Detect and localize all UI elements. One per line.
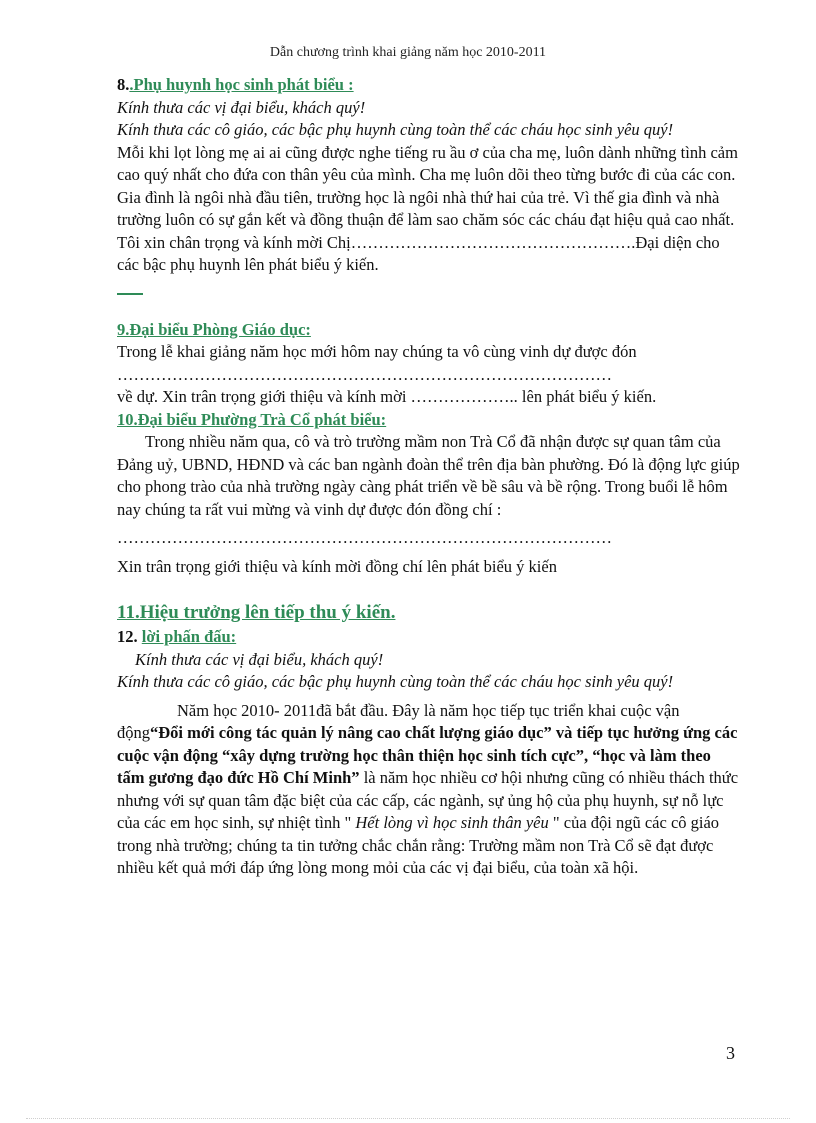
section-10-closing: Xin trân trọng giới thiệu và kính mời đồng chí lên phát biểu ý kiến [117,556,557,576]
section-12-body [117,700,742,880]
page-number: 3 [726,1043,735,1063]
section-8-body: Mỗi khi lọt lòng mẹ ai ai cũng được nghe tiếng ru ầu ơ của cha mẹ, luôn dành những tình cảm cao quý nhất cho đứa con thân yêu của mình. Cha mẹ luôn dõi theo từng bước đi của các con. Gia đình là ngôi nhà đầu tiên, trường học là ngôi nhà thứ hai của trẻ. Vì thế gia đình và nhà trường luôn có sự gắn kết và đồng thuận để làm sao chăm sóc các cháu đạt hiệu quả cao nhất. Tôi xin chân trọng và kính mời Chị…………………………………………….Đại diện cho các bậc phụ huynh lên phát biểu ý kiến. [117,142,738,274]
section-10-dots: ……………………………………………………………………………… [117,528,612,547]
section-12-number: 12. [117,627,142,646]
section-8-greeting-2: Kính thưa các cô giáo, các bậc phụ huynh cùng toàn thể các cháu học sinh yêu quý! [117,120,674,139]
section-12-body-part-e: " của đội ngũ các cô giáo trong nhà trường; chúng ta tin tưởng chắc chắn rằng: Trường mầm non Trà Cổ sẽ đạt được nhiều kết quả mới đáp ứng lòng mong mỏi của các vị đại biểu, của toàn xã hội. [117,813,720,877]
page-header: Dẫn chương trình khai giảng năm học 2010-2011 [269,45,547,60]
section-9-line-1: Trong lễ khai giảng năm học mới hôm nay chúng ta vô cùng vinh dự được đón [117,342,637,361]
section-12-title: lời phấn đấu: [141,627,237,646]
section-12-greeting-1: Kính thưa các vị đại biểu, khách quý! [135,649,384,669]
section-9-title: 9.Đại biểu Phòng Giáo dục: [117,319,311,339]
page-content [117,74,742,880]
section-10-title: 10.Đại biểu Phường Trà Cổ phát biểu: [117,409,387,429]
section-8-title: .Phụ huynh học sinh phát biểu : [129,75,354,94]
section-divider [117,293,143,295]
section-12-heading [117,626,742,649]
section-12-body-bold: “Đổi mới công tác quản lý nâng cao chất lượng giáo dục” và tiếp tục hưởng ứng các cuộc vận động “xây dựng trường học thân thiện học sinh tích cực”, “học và làm theo tấm gương đạo đức Hồ Chí Minh” [117,723,738,787]
section-12-body-part-a: Năm học 2010- 2011đã bắt đầu. Đây là năm học tiếp tục triển khai cuộc vận động [117,700,680,742]
section-11-title: 11.Hiệu trưởng lên tiếp thu ý kiến. [117,602,396,623]
section-12-greeting-2: Kính thưa các cô giáo, các bậc phụ huynh cùng toàn thể các cháu học sinh yêu quý! [117,672,674,691]
section-8-greeting-1: Kính thưa các vị đại biểu, khách quý! [117,97,366,117]
section-9-dots: ……………………………………………………………………………… [117,364,612,384]
section-8-number: 8. [117,75,130,94]
page-bottom-edge [26,1118,790,1119]
section-12-body-part-c: là năm học nhiều cơ hội nhưng cũng có nhiều thách thức nhưng với sự quan tâm đặc biệt của các cấp, các ngành, sự ủng hộ của phụ huynh, sự nỗ lực của các em học sinh, sự nhiệt tình " [117,768,739,832]
section-12-body-quote: Hết lòng vì học sinh thân yêu [351,813,553,832]
section-8-heading [117,74,742,97]
section-9-line-2: về dự. Xin trân trọng giới thiệu và kính mời ……………….. lên phát biểu ý kiến. [117,387,657,406]
section-10-body: Trong nhiều năm qua, cô và trò trường mầm non Trà Cổ đã nhận được sự quan tâm của Đảng uỷ, UBND, HĐND và các ban ngành đoàn thể trên địa bàn phường. Đó là động lực giúp cho phong trào của nhà trường ngày càng phát triển về bề sâu và bề rộng. Trong buổi lễ hôm nay chúng ta rất vui mừng và vinh dự được đón đồng chí : [117,432,740,519]
